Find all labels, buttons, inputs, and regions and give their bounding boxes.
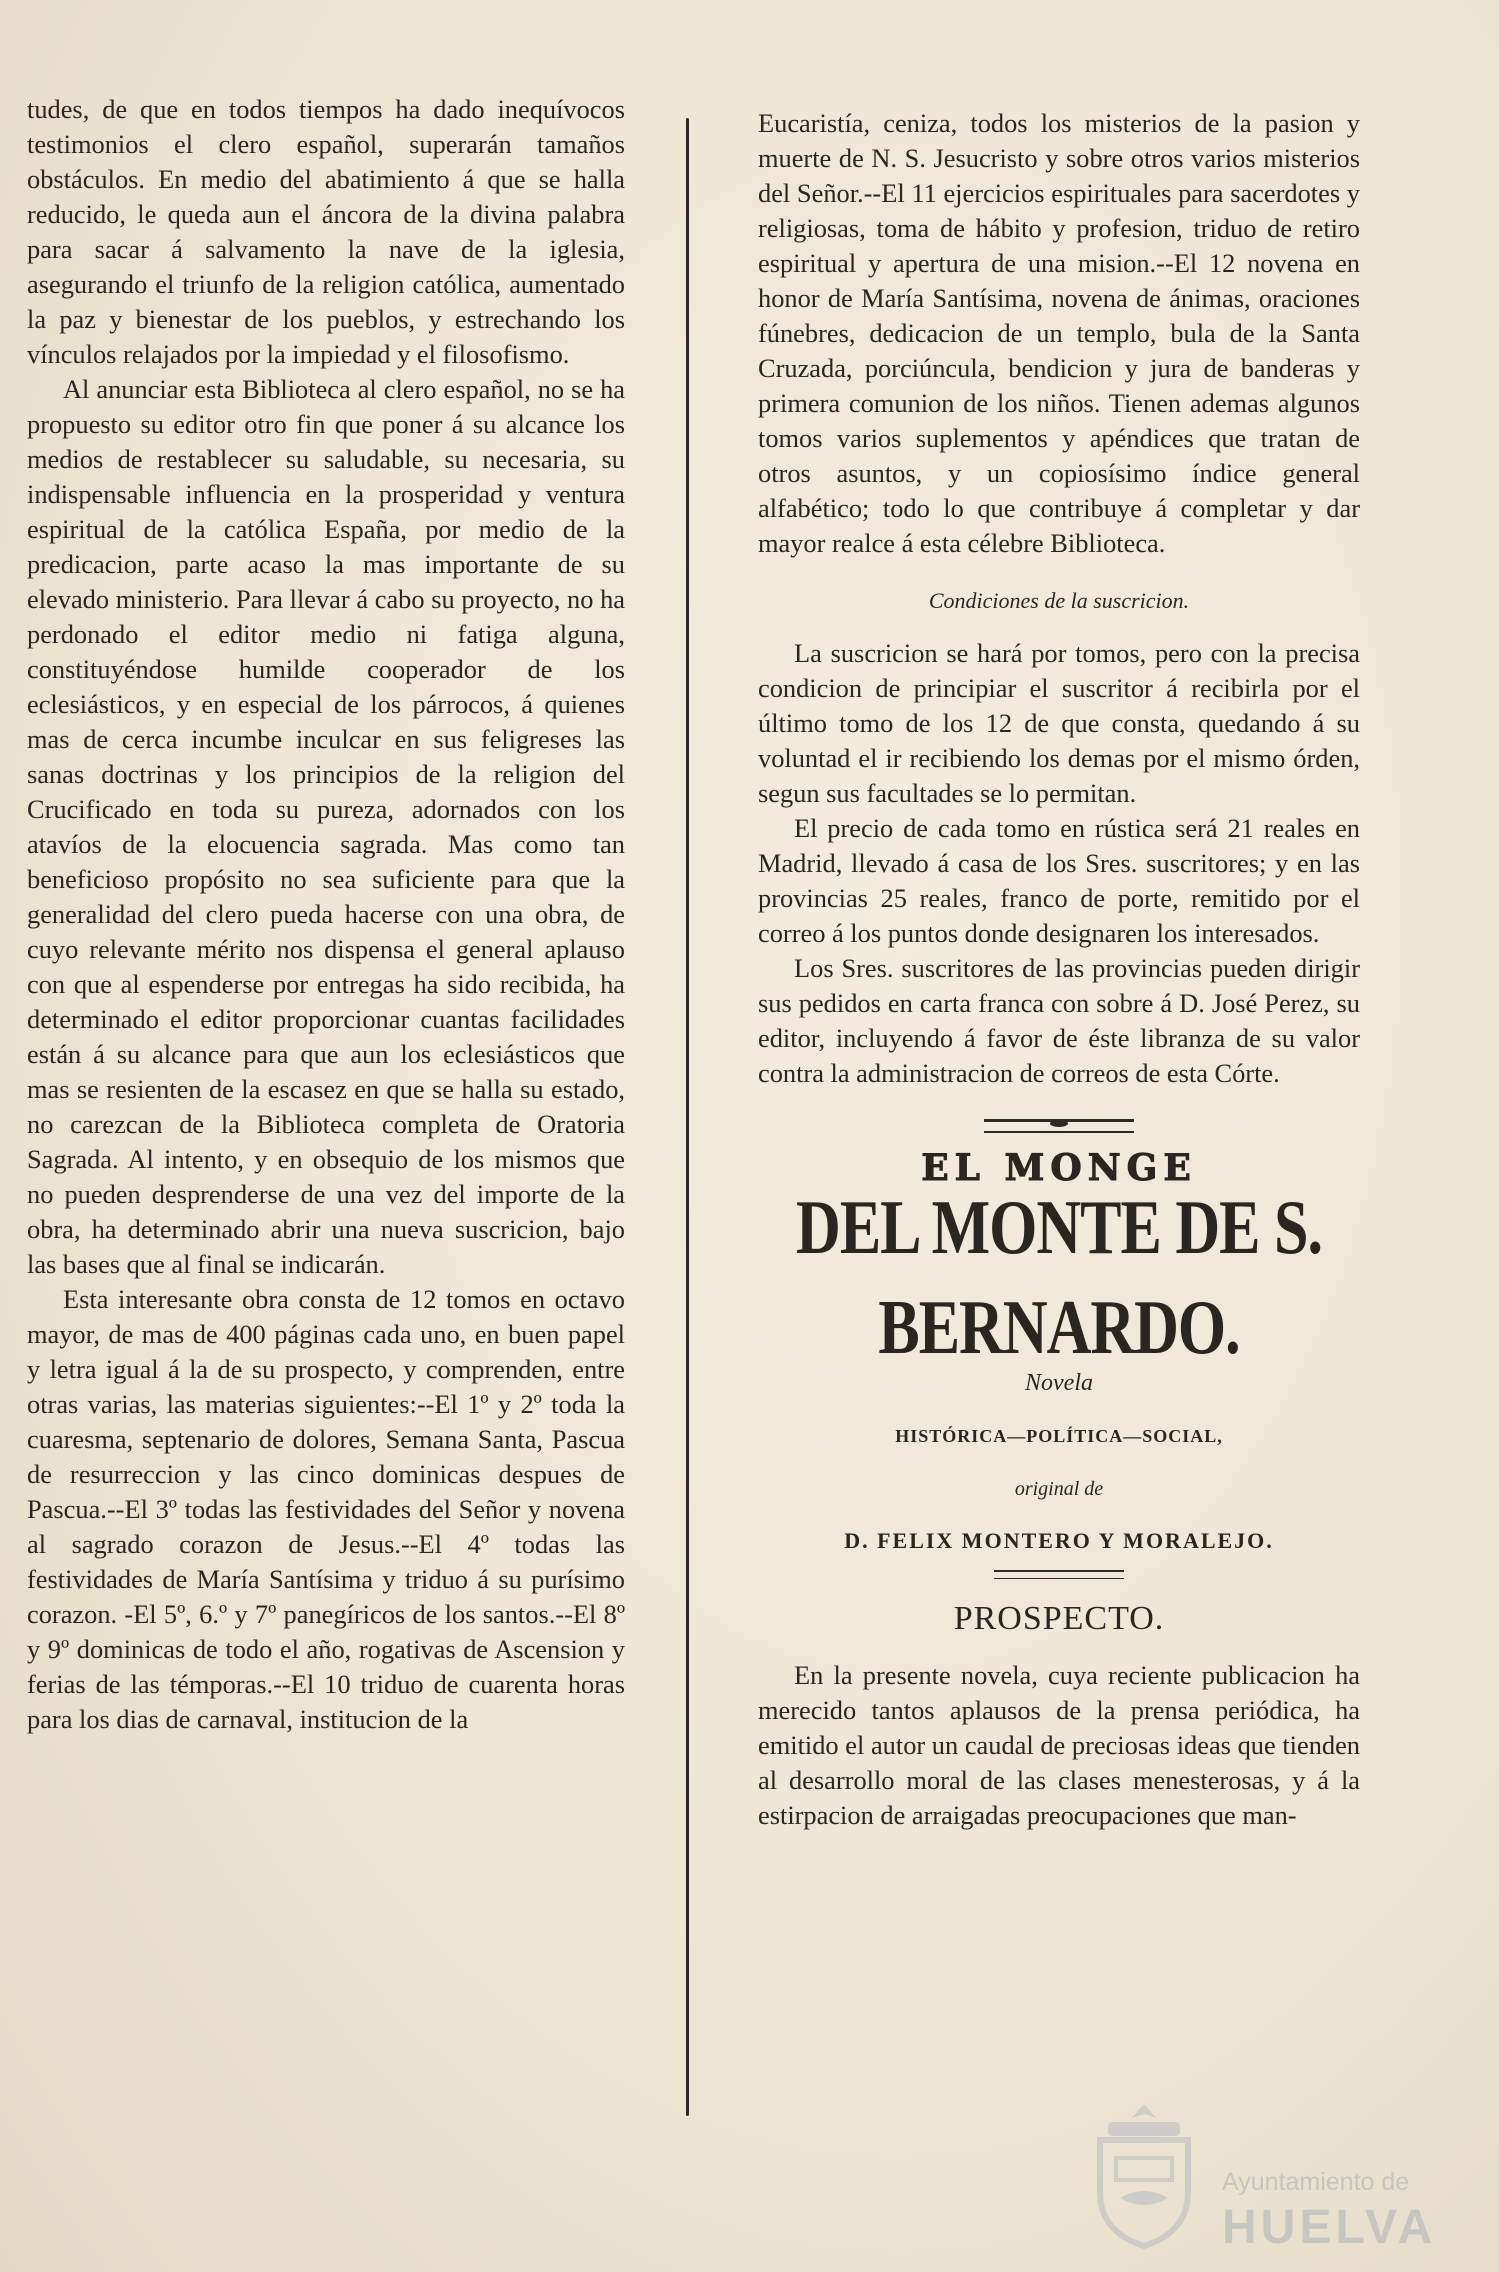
novel-original-de: original de <box>1014 1478 1104 1500</box>
column-divider <box>686 118 689 2116</box>
left-paragraph-1: tudes, de que en todos tiempos ha dado inequívocos testimonios el clero español, superarán tamaños obstáculos. En medio del abatimiento á que se halla reducido, le queda aun el áncora de la divina palabra para sacar á salvamento la nave de la iglesia, asegurando el triunfo de la religion católica, aumentado la paz y bienestar de los pueblos, y estrechando los vínculos relajados por la impiedad y el filosofismo. <box>27 94 625 369</box>
condition-paragraph-2: El precio de cada tomo en rústica será 21 reales en Madrid, llevado á casa de los Sres. suscritores; y en las provincias 25 reales, franco de porte, remitido por el correo á los puntos donde designaren los interesados. <box>758 813 1360 948</box>
left-column <box>27 92 625 1737</box>
condition-paragraph-1: La suscricion se hará por tomos, pero con la precisa condicion de principiar el suscritor á recibirla por el último tomo de los 12 de que consta, quedando á su voluntad el ir recibiendo los demas por el mismo órden, segun sus facultades se lo permitan. <box>758 638 1360 808</box>
conditions-title: Condiciones de la suscricion. <box>928 588 1190 613</box>
prospecto-paragraph: En la presente novela, cuya reciente publicacion ha merecido tantos aplausos de la prensa periódica, ha emitido el autor un caudal de preciosas ideas que tienden al desarrollo moral de las clases menesterosas, y á la estirpacion de arraigadas preocupaciones que man- <box>758 1660 1360 1830</box>
watermark <box>1086 2100 1446 2260</box>
right-column <box>758 106 1360 1833</box>
condition-paragraph-3: Los Sres. suscritores de las provincias pueden dirigir sus pedidos en carta franca con sobre á D. José Perez, su editor, incluyendo á favor de éste libranza de su valor contra la administracion de correos de esta Córte. <box>758 953 1360 1088</box>
watermark-line-2: HUELVA <box>1222 2201 1437 2254</box>
novel-author: D. FELIX MONTERO Y MORALEJO. <box>844 1528 1274 1553</box>
novel-title-line-2: DEL MONTE DE S. BERNARDO. <box>796 1185 1322 1371</box>
ornamental-rule <box>984 1119 1134 1133</box>
left-paragraph-3: Esta interesante obra consta de 12 tomos en octavo mayor, de mas de 400 páginas cada uno, en buen papel y letra igual á la de su prospecto, y comprenden, entre otras varias, las materias siguientes:--El 1º y 2º toda la cuaresma, septenario de dolores, Semana Santa, Pascua de resurreccion y las cinco dominicas despues de Pascua.--El 3º todas las festividades del Señor y novena al sagrado corazon de Jesus.--El 4º todas las festividades de María Santísima y triduo á su purísimo corazon. -El 5º, 6.º y 7º panegíricos de los santos.--El 8º y 9º dominicas de todo el año, rogativas de Ascension y ferias de las témporas.--El 10 triduo de cuarenta horas para los dias de carnaval, institucion de la <box>27 1284 625 1734</box>
novel-subgenre: HISTÓRICA—POLÍTICA—SOCIAL, <box>895 1426 1223 1446</box>
novel-genre: Novela <box>1025 1370 1093 1396</box>
novel-title-line-1: EL MONGE <box>921 1147 1197 1189</box>
prospecto-heading: PROSPECTO. <box>953 1600 1165 1637</box>
left-paragraph-2: Al anunciar esta Biblioteca al clero español, no se ha propuesto su editor otro fin que poner á su alcance los medios de restablecer su saludable, su necesaria, su indispensable influencia en la prosperidad y ventura espiritual de la católica España, por medio de la predicacion, parte acaso la mas importante de su elevado ministerio. Para llevar á cabo su proyecto, no ha perdonado el editor medio ni fatiga alguna, constituyéndose humilde cooperador de los eclesiásticos, y en especial de los párrocos, á quienes mas de cerca incumbe inculcar en sus feligreses las sanas doctrinas y los principios de la religion del Crucificado en toda su pureza, adornados con los atavíos de la elocuencia sagrada. Mas como tan beneficioso propósito no sea suficiente para que la generalidad del clero pueda hacerse con una obra, de cuyo relevante mérito nos dispensa el general aplauso con que al espenderse por entregas ha sido recibida, ha determinado el editor proporcionar cuantas facilidades están á su alcance para que aun los eclesiásticos que mas se resienten de la escasez en que se halla su estado, no carezcan de la Biblioteca completa de Oratoria Sagrada. Al intento, y en obsequio de los mismos que no pueden desprenderse de una vez del importe de la obra, ha determinado abrir una nueva suscricion, bajo las bases que al final se indicarán. <box>27 374 625 1279</box>
watermark-line-1: Ayuntamiento de <box>1222 2168 1410 2196</box>
right-intro-paragraph: Eucaristía, ceniza, todos los misterios de la pasion y muerte de N. S. Jesucristo y sobre otros varios misterios del Señor.--El 11 ejercicios espirituales para sacerdotes y religiosas, toma de hábito y profesion, triduo de retiro espiritual y apertura de una mision.--El 12 novena en honor de María Santísima, novena de ánimas, oraciones fúnebres, dedicacion de un templo, bula de la Santa Cruzada, porciúncula, bendicion y jura de banderas y primera comunion de los niños. Tienen ademas algunos tomos varios suplementos y apéndices que tratan de otros asuntos, y un copiosísimo índice general alfabético; todo lo que contribuye á completar y dar mayor realce á esta célebre Biblioteca. <box>758 108 1360 558</box>
small-rule <box>994 1570 1124 1579</box>
coat-of-arms-icon <box>1086 2100 1202 2250</box>
